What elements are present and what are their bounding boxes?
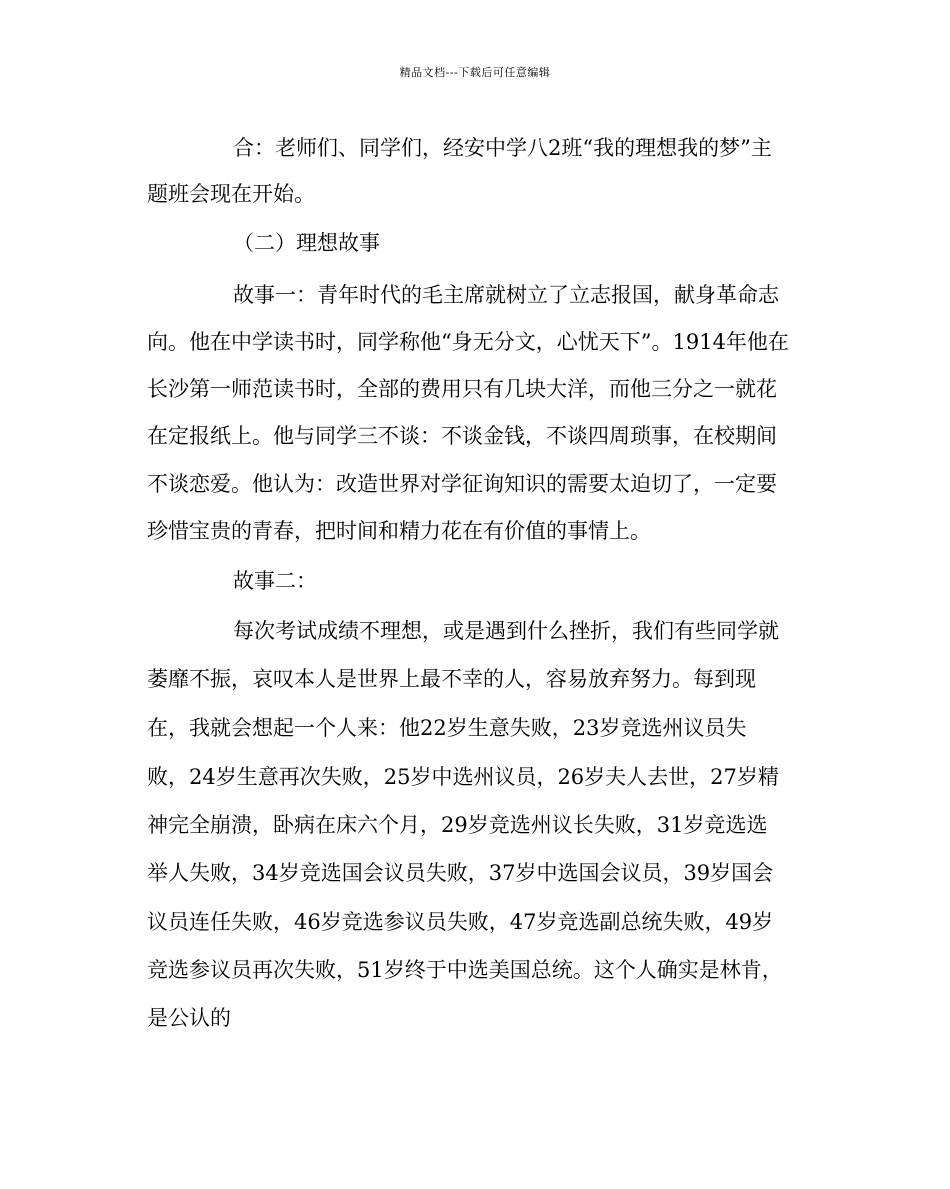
text-line: 珍惜宝贵的青春，把时间和精力花在有价值的事情上。 [147,519,651,543]
text-line: 长沙第一师范读书时，全部的费用只有几块大洋，而他三分之一就花 [147,377,777,401]
text-line: 故事二： [233,569,317,593]
text-line: 竞选参议员再次失败，51岁终于中选美国总统。这个人确实是林肯， [147,958,783,982]
text-line: 在，我就会想起一个人来：他22岁生意失败，23岁竞选州议员失 [147,716,747,740]
text-line: 向。他在中学读书时，同学称他“身无分文，心忧天下”。1914年他在 [147,330,789,354]
text-line: 是公认的 [147,1006,231,1030]
text-line: 不谈恋爱。他认为：改造世界对学征询知识的需要太迫切了，一定要 [147,472,777,496]
text-line: 在定报纸上。他与同学三不谈：不谈金钱，不谈四周琐事，在校期间 [147,424,777,448]
text-line: 故事一：青年时代的毛主席就树立了立志报国，献身革命志 [233,283,779,307]
text-line: 议员连任失败，46岁竞选参议员失败，47岁竞选副总统失败，49岁 [147,910,774,934]
text-line: 题班会现在开始。 [147,182,315,206]
page-header: 精品文档---下载后可任意编辑 [399,66,551,79]
text-line: 萎靡不振，哀叹本人是世界上最不幸的人，容易放弃努力。每到现 [147,667,756,691]
text-line: 神完全崩溃，卧病在床六个月，29岁竞选州议长失败，31岁竞选选 [147,813,768,837]
text-line: 每次考试成绩不理想，或是遇到什么挫折，我们有些同学就 [233,619,779,643]
text-line: 合：老师们、同学们，经安中学八2班“我的理想我的梦”主 [233,136,772,160]
text-line: （二）理想故事 [233,231,380,255]
text-line: 败，24岁生意再次失败，25岁中选州议员，26岁夫人去世，27岁精 [147,765,779,789]
text-line: 举人失败，34岁竞选国会议员失败，37岁中选国会议员，39岁国会 [147,861,774,885]
